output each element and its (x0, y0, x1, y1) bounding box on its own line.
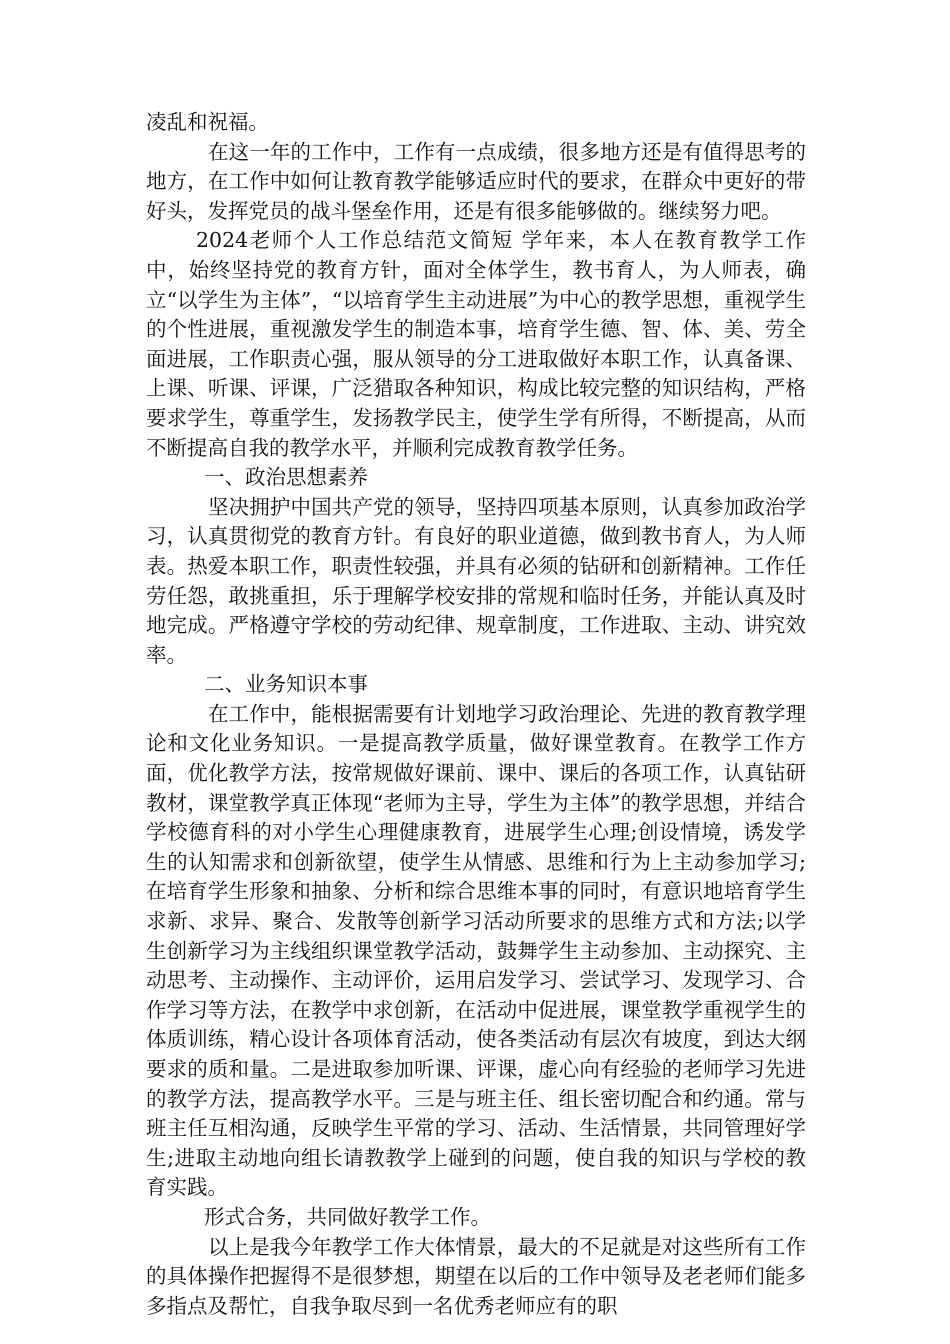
document-body (146, 108, 806, 1321)
section-heading-political: 一、政治思想素养 (204, 465, 368, 490)
paragraph-summary: 以上是我今年教学工作大体情景，最大的不足就是对这些所有工作的具体操作把握得不是很梦想，期望在以后的工作中领导及老老师们能多多指点及帮忙，自我争取尽到一名优秀老师应有的职 (146, 1234, 806, 1318)
paragraph-political: 坚决拥护中国共产党的领导，坚持四项基本原则，认真参加政治学习，认真贯彻党的教育方针。有良好的职业道德，做到教书育人，为人师表。热爱本职工作，职责性较强，并具有必须的钻研和创新精神。工作任劳任怨，敢挑重担，乐于理解学校安排的常规和临时任务，并能认真及时地完成。严格遵守学校的劳动纪律、规章制度，工作进取、主动、讲究效率。 (146, 494, 806, 667)
paragraph-professional: 在工作中，能根据需要有计划地学习政治理论、先进的教育教学理论和文化业务知识。一是提高教学质量，做好课堂教育。在教学工作方面，优化教学方法，按常规做好课前、课中、课后的各项工作，认真钻研教材，课堂教学真正体现“老师为主导，学生为主体”的教学思想，并结合学校德育科的对小学生心理健康教育，进展学生心理;创设情境，诱发学生的认知需求和创新欲望，使学生从情感、思维和行为上主动参加学习;在培育学生形象和抽象、分析和综合思维本事的同时，有意识地培育学生求新、求异、聚合、发散等创新学习活动所要求的思维方式和方法;以学生创新学习为主线组织课堂教学活动，鼓舞学生主动参加、主动探究、主动思考、主动操作、主动评价，运用启发学习、尝试学习、发现学习、合作学习等方法，在教学中求创新，在活动中促进展，课堂教学重视学生的体质训练，精心设计各项体育活动，使各类活动有层次有坡度，到达大纲要求的质和量。二是进取参加听课、评课，虚心向有经验的老师学习先进的教学方法，提高教学水平。三是与班主任、组长密切配合和约通。常与班主任互相沟通，反映学生平常的学习、活动、生活情景，共同管理好学生;进取主动地向组长请教教学上碰到的问题，使自我的知识与学校的教育实践。 (146, 701, 806, 1200)
paragraph-reflection: 在这一年的工作中，工作有一点成绩，很多地方还是有值得思考的地方，在工作中如何让教育教学能够适应时代的要求，在群众中更好的带好头，发挥党员的战斗堡垒作用，还是有很多能够做的。继续努力吧。 (146, 139, 806, 223)
paragraph-intro: 2024老师个人工作总结范文简短 学年来，本人在教育教学工作中，始终坚持党的教育方针，面对全体学生，教书育人，为人师表，确立“以学生为主体”，“以培育学生主动进展”为中心的教学思想，重视学生的个性进展，重视激发学生的制造本事，培育学生德、智、体、美、劳全面进展，工作职责心强，服从领导的分工进取做好本职工作，认真备课、上课、听课、评课，广泛猎取各种知识，构成比较完整的知识结构，严格要求学生，尊重学生，发扬教学民主，使学生学有所得，不断提高，从而不断提高自我的教学水平，并顺利完成教育教学任务。 (146, 228, 806, 460)
paragraph-form: 形式合务，共同做好教学工作。 (204, 1204, 491, 1229)
paragraph-continuation: 凌乱和祝福。 (146, 110, 269, 134)
section-heading-professional: 二、业务知识本事 (204, 672, 368, 697)
